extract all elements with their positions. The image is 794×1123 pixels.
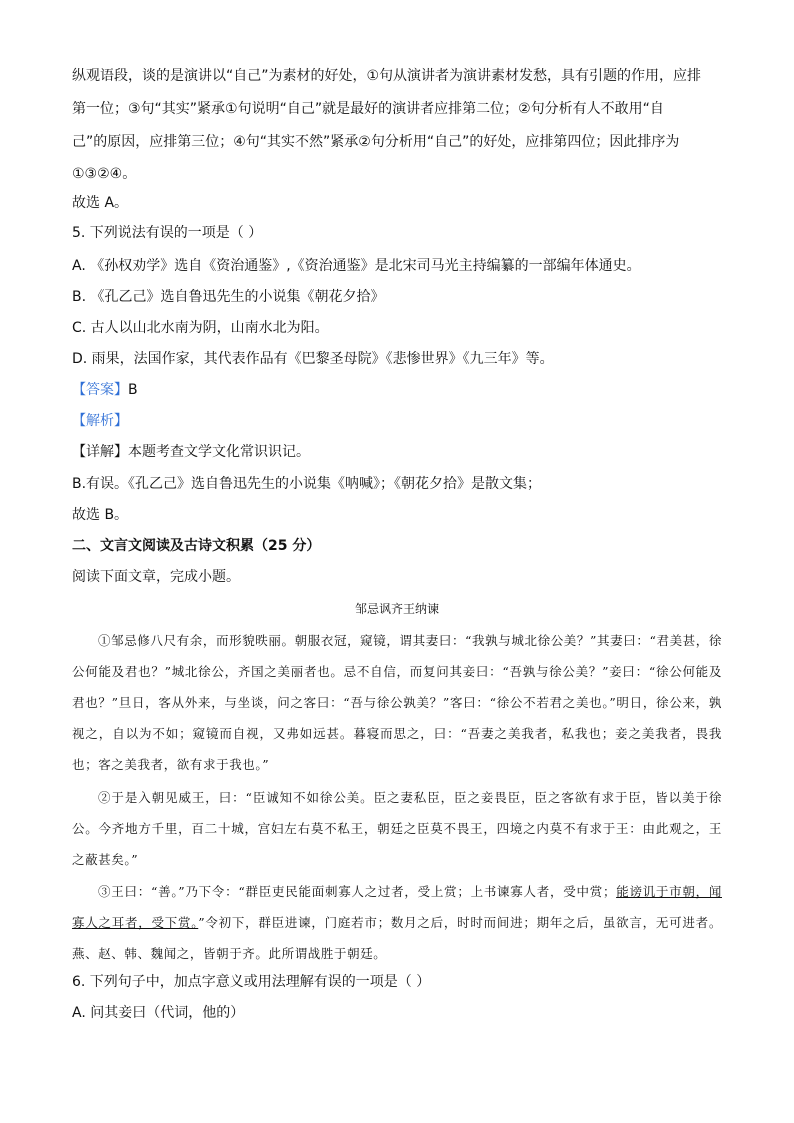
question-5-option-d: D. 雨果，法国作家，其代表作品有《巴黎圣母院》《悲惨世界》《九三年》等。 — [72, 351, 554, 367]
analysis-line-1: 纵观语段，谈的是演讲以“自己”为素材的好处，①句从演讲者为演讲素材发愁，具有引题的作用，应排 — [72, 68, 702, 84]
answer-tag: 【答案】 — [72, 382, 128, 398]
question-5-option-a: A. 《孙权劝学》选自《资治通鉴》,《资治通鉴》是北宋司马光主持编纂的一部编年体通史。 — [72, 258, 641, 274]
passage-paragraph-3 — [72, 876, 722, 969]
explanation-line: B.有误。《孔乙己》选自鲁迅先生的小说集《呐喊》；《朝花夕拾》是散文集； — [72, 476, 542, 492]
reading-instruction: 阅读下面文章，完成小题。 — [72, 569, 240, 585]
analysis-tag: 【解析】 — [72, 413, 128, 429]
analysis-line-4: ①③②④。 — [72, 166, 137, 182]
question-5-option-c: C. 古人以山北水南为阴，山南水北为阳。 — [72, 320, 329, 336]
question-6-option-a: A. 问其妾曰（代词，他的） — [72, 1005, 245, 1021]
passage-title: 邹忌讽齐王纳谏 — [354, 602, 439, 616]
question-5-option-b: B. 《孔乙己》选自鲁迅先生的小说集《朝花夕拾》 — [72, 289, 385, 305]
answer-line — [72, 380, 138, 400]
analysis-line-2: 第一位；③句“其实”紧承①句说明“自己”就是最好的演讲者应排第二位；②句分析有人不敢用“自 — [72, 101, 664, 117]
underlined-sentence: 能谤讥于市朝，闻寡人之耳者，受下赏。 — [72, 884, 722, 930]
passage-paragraph-2: ②于是入朝见威王，曰：“臣诚知不如徐公美。臣之妻私臣，臣之妾畏臣，臣之客欲有求于臣，皆以美于徐公。今齐地方千里，百二十城，宫妇左右莫不私王，朝廷之臣莫不畏王，四境之内莫不有求于王：由此观之，王之蔽甚矣。” — [72, 790, 722, 867]
detail-line: 【详解】本题考查文学文化常识识记。 — [72, 444, 310, 460]
question-5-conclusion: 故选 B。 — [72, 507, 129, 523]
paragraph-3-rest: ”令初下，群臣进谏，门庭若市；数月之后，时时而间进；期年之后，虽欲言，无可进者。燕、赵、韩、魏闻之，皆朝于齐。此所谓战胜于朝廷。 — [72, 915, 722, 961]
passage-paragraph-1: ①邹忌修八尺有余，而形貌昳丽。朝服衣冠，窥镜，谓其妻曰：“我孰与城北徐公美？”其妻曰：“君美甚，徐公何能及君也？”城北徐公，齐国之美丽者也。忌不自信，而复问其妾曰：“吾孰与徐公美？”妾曰：“徐公何能及君也？”旦日，客从外来，与坐谈，问之客曰：“吾与徐公孰美？”客曰：“徐公不若君之美也。”明日，徐公来，孰视之，自以为不如；窥镜而自视，又弗如远甚。暮寝而思之，曰：“吾妻之美我者，私我也；妾之美我者，畏我也；客之美我者，欲有求于我也。” — [72, 633, 722, 772]
previous-answer-choice: 故选 A。 — [72, 195, 129, 211]
question-6-stem: 6. 下列句子中，加点字意义或用法理解有误的一项是（ ） — [72, 974, 431, 990]
answer-value: B — [128, 382, 138, 398]
analysis-line-3: 己”的原因，应排第三位；④句“其实不然”紧承②句分析用“自己”的好处，应排第四位；因此排序为 — [72, 134, 680, 150]
paragraph-3-lead: ③王曰：“善。”乃下令：“群臣吏民能面刺寡人之过者，受上赏；上书谏寡人者，受中赏； — [98, 884, 617, 899]
question-5-stem: 5. 下列说法有误的一项是（ ） — [72, 225, 263, 241]
section-heading: 二、文言文阅读及古诗文积累（25 分） — [72, 538, 321, 554]
